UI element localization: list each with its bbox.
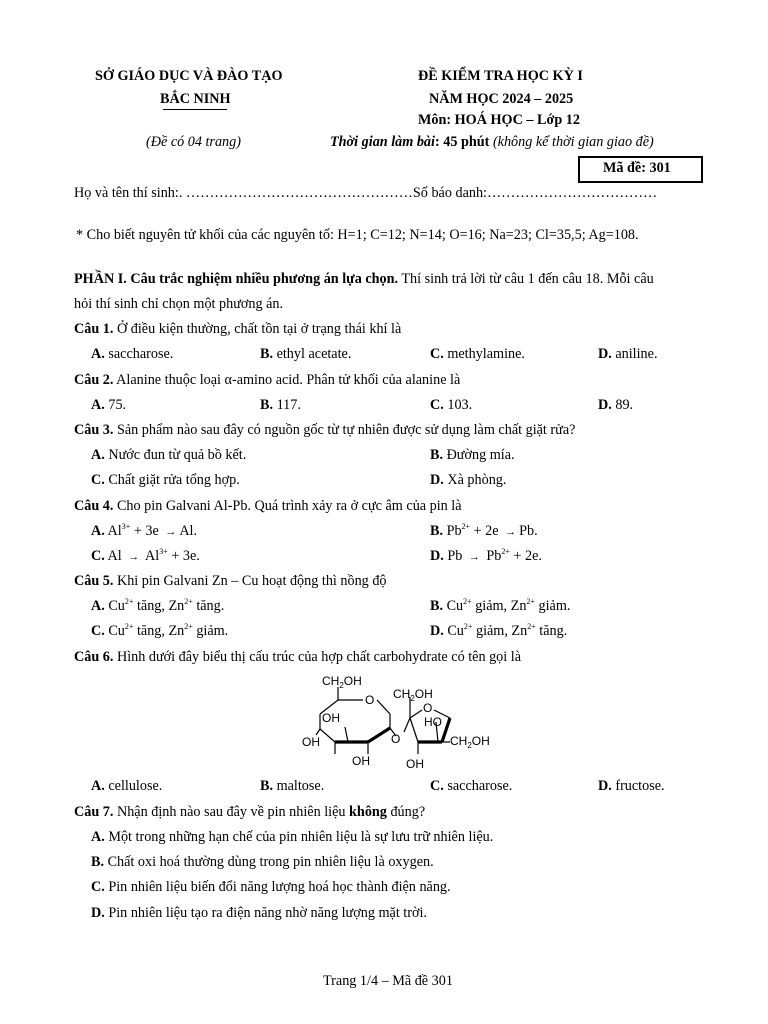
option-text: saccharose. bbox=[443, 778, 513, 794]
time-value: : 45 phút bbox=[434, 134, 490, 150]
option-text: saccharose. bbox=[104, 346, 174, 362]
option-letter: D. bbox=[598, 778, 612, 794]
option-letter: B. bbox=[260, 778, 274, 794]
q2-option-b bbox=[260, 397, 301, 414]
option-letter: A. bbox=[91, 523, 105, 539]
option-letter: A. bbox=[91, 447, 105, 463]
option-text: Đường mía. bbox=[443, 447, 515, 463]
question-text-end: đúng? bbox=[386, 804, 426, 820]
option-letter: D. bbox=[598, 346, 612, 362]
question-label: Câu 3. bbox=[74, 422, 114, 438]
option-letter: C. bbox=[91, 623, 105, 639]
q4-option-c: C. $Al \to Al^{3+} + 3e$. bbox=[91, 547, 200, 564]
q4-option-a: A. $Al^{3+} + 3e \to Al$. bbox=[91, 522, 198, 539]
q6-option-c bbox=[430, 778, 512, 795]
option-letter: D. bbox=[598, 397, 612, 413]
option-letter: C. bbox=[430, 397, 444, 413]
question-text: Sản phẩm nào sau đây có nguồn gốc từ tự nhiên được sử dụng làm chất giặt rửa? bbox=[113, 422, 576, 438]
option-text: Nước đun từ quả bồ kết. bbox=[104, 447, 247, 463]
option-text: Chất oxi hoá thường dùng trong pin nhiên liệu là oxygen. bbox=[104, 854, 434, 870]
q2-option-d bbox=[598, 397, 633, 414]
option-letter: D. bbox=[430, 548, 444, 564]
question-text: Cho pin Galvani Al-Pb. Quá trình xảy ra ở cực âm của pin là bbox=[113, 498, 462, 514]
exam-code: Mã đề: 301 bbox=[603, 160, 671, 176]
question-text: Hình dưới đây biểu thị cấu trúc của hợp chất carbohydrate có tên gọi là bbox=[113, 649, 522, 665]
q6-option-a bbox=[91, 778, 162, 795]
option-text: aniline. bbox=[611, 346, 658, 362]
question-text: Ở điều kiện thường, chất tồn tại ở trạng thái khí là bbox=[113, 321, 402, 337]
question-text: Nhận định nào sau đây về pin nhiên liệu bbox=[113, 804, 350, 820]
option-letter: A. bbox=[91, 397, 105, 413]
department-name: SỞ GIÁO DỤC VÀ ĐÀO TẠO bbox=[95, 68, 283, 84]
q3-option-c bbox=[91, 472, 240, 489]
q3-option-d bbox=[430, 472, 506, 489]
q5-option-a: A. $Cu^{2+}$ tăng, $Zn^{2+}$ tăng. bbox=[91, 597, 225, 614]
option-text: 89. bbox=[611, 397, 634, 413]
option-letter: C. bbox=[430, 778, 444, 794]
option-letter: D. bbox=[430, 472, 444, 488]
question-1 bbox=[74, 321, 401, 338]
question-label: Câu 7. bbox=[74, 804, 114, 820]
q7-option-b bbox=[91, 854, 434, 871]
question-7 bbox=[74, 804, 425, 821]
time-label: Thời gian làm bài bbox=[330, 134, 435, 150]
exam-title: ĐỀ KIỂM TRA HỌC KỲ I bbox=[418, 68, 583, 84]
question-2 bbox=[74, 372, 460, 389]
page-count-note: (Đề có 04 trang) bbox=[146, 134, 241, 150]
q1-option-a bbox=[91, 346, 173, 363]
subject-line: Môn: HOÁ HỌC – Lớp 12 bbox=[418, 112, 580, 128]
structure-labels bbox=[302, 674, 490, 771]
q1-option-d bbox=[598, 346, 658, 363]
q5-option-b: B. $Cu^{2+}$ giảm, $Zn^{2+}$ giảm. bbox=[430, 597, 571, 614]
option-letter: B. bbox=[430, 447, 444, 463]
ch2oh-label-2: $CH_2OH$ bbox=[393, 687, 433, 703]
atomic-mass-note: * Cho biết nguyên tử khối của các nguyên tố: H=1; C=12; N=14; O=16; Na=23; Cl=35,5; Ag=108. bbox=[76, 227, 639, 243]
q2-option-a bbox=[91, 397, 126, 414]
option-text: cellulose. bbox=[104, 778, 163, 794]
option-text: Pin nhiên liệu biến đổi năng lượng hoá học thành điện năng. bbox=[104, 879, 451, 895]
ho-label: HO bbox=[424, 715, 442, 729]
option-letter: C. bbox=[91, 879, 105, 895]
question-label: Câu 4. bbox=[74, 498, 114, 514]
ch2oh-label-1: $CH_2OH$ bbox=[322, 674, 362, 690]
option-letter: B. bbox=[91, 854, 105, 870]
province-name: BẮC NINH bbox=[160, 91, 231, 107]
question-6 bbox=[74, 649, 521, 666]
option-letter: C. bbox=[430, 346, 444, 362]
question-4 bbox=[74, 498, 462, 515]
option-text: 103. bbox=[443, 397, 473, 413]
question-emphasis: không bbox=[349, 804, 387, 820]
option-text: Pin nhiên liệu tạo ra điện năng nhờ năng lượng mặt trời. bbox=[104, 905, 427, 921]
question-label: Câu 1. bbox=[74, 321, 114, 337]
q1-option-b bbox=[260, 346, 351, 363]
q4-option-d: D. $Pb \to Pb^{2+} + 2e$. bbox=[430, 547, 542, 564]
oh-label-4: OH bbox=[406, 757, 424, 771]
part1-heading bbox=[74, 271, 654, 288]
q7-option-c bbox=[91, 879, 451, 896]
option-text: 75. bbox=[104, 397, 127, 413]
option-letter: B. bbox=[430, 523, 444, 539]
sucrose-structure-diagram bbox=[290, 672, 500, 772]
part1-instruction-cont: hỏi thí sinh chỉ chọn một phương án. bbox=[74, 296, 284, 312]
q3-option-a bbox=[91, 447, 246, 464]
option-text: fructose. bbox=[611, 778, 665, 794]
q6-option-d bbox=[598, 778, 665, 795]
option-letter: C. bbox=[91, 548, 105, 564]
option-letter: B. bbox=[260, 397, 274, 413]
option-text: 117. bbox=[273, 397, 301, 413]
option-letter: D. bbox=[430, 623, 444, 639]
option-text: Chất giặt rửa tổng hợp. bbox=[104, 472, 240, 488]
option-letter: A. bbox=[91, 346, 105, 362]
q3-option-b bbox=[430, 447, 515, 464]
question-5 bbox=[74, 573, 387, 590]
option-text: maltose. bbox=[273, 778, 325, 794]
option-letter: A. bbox=[91, 778, 105, 794]
option-text: methylamine. bbox=[443, 346, 525, 362]
option-letter: B. bbox=[430, 598, 444, 614]
question-label: Câu 6. bbox=[74, 649, 114, 665]
time-line bbox=[330, 134, 654, 151]
page-footer: Trang 1/4 – Mã đề 301 bbox=[323, 973, 453, 989]
question-3 bbox=[74, 422, 575, 439]
province-underline bbox=[163, 109, 227, 110]
q5-option-d: D. $Cu^{2+}$ giảm, $Zn^{2+}$ tăng. bbox=[430, 622, 568, 639]
glycosidic-oxygen-label: O bbox=[391, 732, 401, 746]
part1-title: PHẦN I. Câu trắc nghiệm nhiều phương án lựa chọn. bbox=[74, 271, 399, 287]
q6-option-b bbox=[260, 778, 324, 795]
option-letter: D. bbox=[91, 905, 105, 921]
question-text: Alanine thuộc loại α-amino acid. Phân tử khối của alanine là bbox=[113, 372, 461, 388]
option-text: ethyl acetate. bbox=[273, 346, 352, 362]
q1-option-c bbox=[430, 346, 525, 363]
q7-option-a bbox=[91, 829, 493, 846]
q7-option-d bbox=[91, 905, 427, 922]
oh-label-3: OH bbox=[352, 754, 370, 768]
option-text: Xà phòng. bbox=[443, 472, 507, 488]
school-year: NĂM HỌC 2024 – 2025 bbox=[429, 91, 574, 107]
question-text: Khi pin Galvani Zn – Cu hoạt động thì nồng độ bbox=[113, 573, 387, 589]
question-label: Câu 5. bbox=[74, 573, 114, 589]
student-info-line: Họ và tên thí sinh:. …………………………………………Số báo danh:……………………………… bbox=[74, 185, 658, 201]
q2-option-c bbox=[430, 397, 472, 414]
oh-label-2: OH bbox=[302, 735, 320, 749]
ring-oxygen-label-2: O bbox=[423, 701, 433, 715]
option-letter: B. bbox=[260, 346, 274, 362]
option-letter: A. bbox=[91, 829, 105, 845]
q4-option-b: B. $Pb^{2+} + 2e \to Pb$. bbox=[430, 522, 538, 539]
option-letter: A. bbox=[91, 598, 105, 614]
option-letter: C. bbox=[91, 472, 105, 488]
ch2oh-label-3: $CH_2OH$ bbox=[450, 734, 490, 750]
part1-instruction: Thí sinh trả lời từ câu 1 đến câu 18. Mỗi câu bbox=[398, 271, 654, 287]
option-text: Một trong những hạn chế của pin nhiên liệu là sự lưu trữ nhiên liệu. bbox=[104, 829, 494, 845]
oh-label-1: OH bbox=[322, 711, 340, 725]
time-note: (không kể thời gian giao đề) bbox=[489, 134, 654, 150]
question-label: Câu 2. bbox=[74, 372, 114, 388]
ring-oxygen-label-1: O bbox=[365, 693, 375, 707]
q5-option-c: C. $Cu^{2+}$ tăng, $Zn^{2+}$ giảm. bbox=[91, 622, 229, 639]
